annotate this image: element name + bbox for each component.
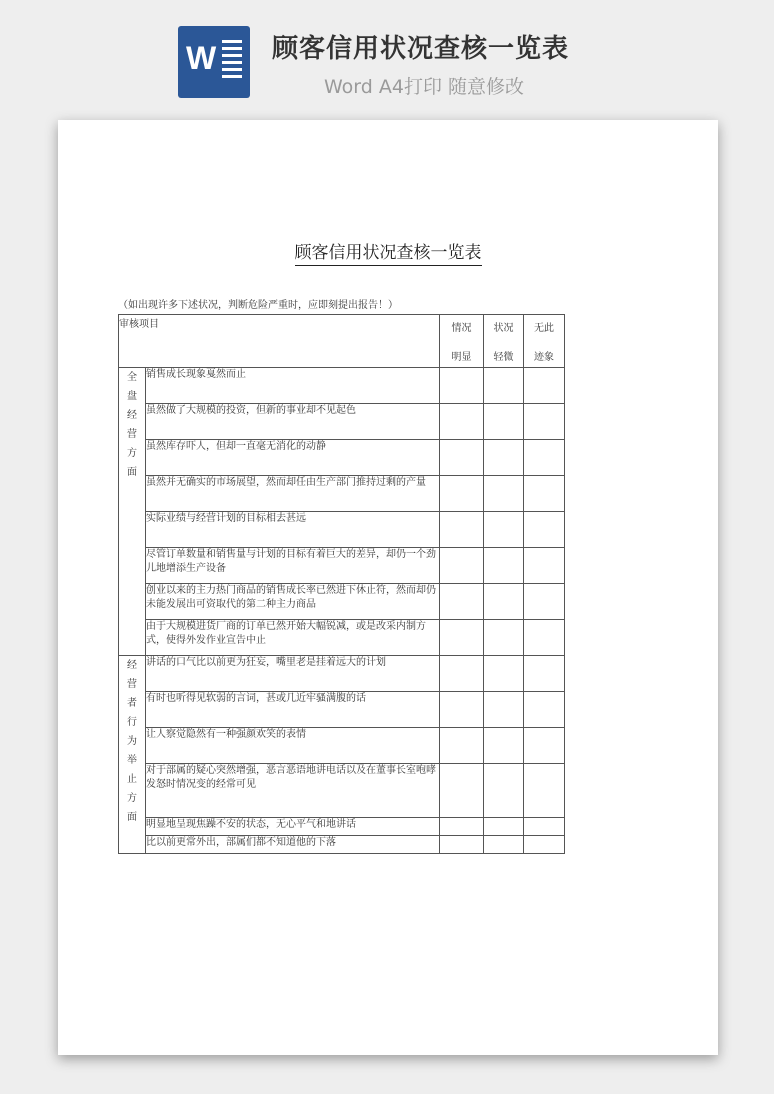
check-cell-obvious[interactable] [440, 404, 484, 440]
check-cell-slight[interactable] [484, 620, 524, 656]
check-cell-obvious[interactable] [440, 656, 484, 692]
item-text: 创业以来的主力热门商品的销售成长率已然进下休止符，然而却仍未能发展出可资取代的第二种主力商品 [146, 584, 440, 620]
check-cell-obvious[interactable] [440, 818, 484, 836]
item-text: 让人察觉隐然有一种强颜欢笑的表情 [146, 728, 440, 764]
item-text: 比以前更常外出，部属们都不知道他的下落 [146, 836, 440, 854]
word-icon-letter: W [186, 40, 217, 76]
table-row [119, 548, 565, 584]
check-cell-none[interactable] [524, 404, 565, 440]
header-audit-item: 审核项目 [119, 315, 440, 368]
item-text: 由于大规模进货厂商的订单已然开始大幅锐减，或是改采内制方式，使得外发作业宣告中止 [146, 620, 440, 656]
table-row [119, 764, 565, 818]
header-slight-bottom: 轻微 [493, 352, 514, 363]
check-table [118, 314, 565, 854]
check-cell-slight[interactable] [484, 512, 524, 548]
check-cell-none[interactable] [524, 836, 565, 854]
table-row [119, 818, 565, 836]
check-cell-obvious[interactable] [440, 620, 484, 656]
header-slight-top: 状况 [493, 323, 514, 334]
check-cell-none[interactable] [524, 620, 565, 656]
check-cell-obvious[interactable] [440, 512, 484, 548]
check-cell-slight[interactable] [484, 584, 524, 620]
item-text: 有时也听得见软弱的言词，甚或几近牢骚满腹的话 [146, 692, 440, 728]
check-cell-obvious[interactable] [440, 584, 484, 620]
check-cell-slight[interactable] [484, 692, 524, 728]
table-header-row [119, 315, 565, 368]
table-row [119, 728, 565, 764]
check-cell-obvious[interactable] [440, 476, 484, 512]
table-row [119, 404, 565, 440]
check-cell-slight[interactable] [484, 836, 524, 854]
item-text: 销售成长现象戛然而止 [146, 368, 440, 404]
check-cell-none[interactable] [524, 818, 565, 836]
table-row [119, 656, 565, 692]
table-row [119, 836, 565, 854]
check-cell-none[interactable] [524, 728, 565, 764]
header-obvious-top: 情况 [451, 323, 472, 334]
check-cell-obvious[interactable] [440, 548, 484, 584]
item-text: 虽然做了大规模的投资，但新的事业却不见起色 [146, 404, 440, 440]
item-text: 虽然库存吓人，但却一直毫无消化的动静 [146, 440, 440, 476]
item-text: 对于部属的疑心突然增强，恶言恶语地讲电话以及在董事长室咆哮发怒时情况变的经常可见 [146, 764, 440, 818]
item-text: 实际业绩与经营计划的目标相去甚远 [146, 512, 440, 548]
check-cell-slight[interactable] [484, 440, 524, 476]
header-none-top: 无此 [534, 323, 554, 334]
check-cell-none[interactable] [524, 476, 565, 512]
check-cell-none[interactable] [524, 656, 565, 692]
check-cell-obvious[interactable] [440, 836, 484, 854]
page-header [0, 0, 774, 110]
document-title-text: 顾客信用状况查核一览表 [295, 243, 482, 266]
table-row [119, 584, 565, 620]
table-row [119, 692, 565, 728]
check-cell-slight[interactable] [484, 548, 524, 584]
header-obvious [440, 315, 484, 368]
header-slight [484, 315, 524, 368]
item-text: 讲话的口气比以前更为狂妄，嘴里老是挂着远大的计划 [146, 656, 440, 692]
header-obvious-bottom: 明显 [451, 352, 472, 363]
table-row [119, 476, 565, 512]
header-none [524, 315, 565, 368]
item-text: 明显地呈现焦躁不安的状态，无心平气和地讲话 [146, 818, 440, 836]
check-cell-slight[interactable] [484, 764, 524, 818]
check-cell-none[interactable] [524, 764, 565, 818]
table-row [119, 512, 565, 548]
item-text: 虽然并无确实的市场展望，然而却任由生产部门推持过剩的产量 [146, 476, 440, 512]
item-text: 尽管订单数量和销售量与计划的目标有着巨大的差异，却仍一个劲儿地增添生产设备 [146, 548, 440, 584]
check-cell-slight[interactable] [484, 728, 524, 764]
check-cell-obvious[interactable] [440, 440, 484, 476]
check-cell-none[interactable] [524, 548, 565, 584]
word-icon [178, 26, 250, 98]
check-cell-obvious[interactable] [440, 728, 484, 764]
table-row [119, 368, 565, 404]
check-cell-slight[interactable] [484, 818, 524, 836]
check-cell-obvious[interactable] [440, 368, 484, 404]
header-subtitle: Word A4打印 随意修改 [324, 76, 525, 98]
check-cell-slight[interactable] [484, 368, 524, 404]
section-label-overall: 全 盘 经 营 方 面 [119, 368, 146, 656]
document-page [58, 120, 718, 1055]
check-cell-none[interactable] [524, 440, 565, 476]
check-cell-none[interactable] [524, 584, 565, 620]
check-cell-none[interactable] [524, 512, 565, 548]
table-row [119, 620, 565, 656]
header-title: 顾客信用状况查核一览表 [272, 34, 570, 64]
header-none-bottom: 迹象 [534, 352, 554, 363]
table-row [119, 440, 565, 476]
check-cell-slight[interactable] [484, 476, 524, 512]
check-cell-none[interactable] [524, 368, 565, 404]
check-cell-obvious[interactable] [440, 692, 484, 728]
check-cell-slight[interactable] [484, 656, 524, 692]
document-title [58, 238, 718, 263]
word-icon-lines [222, 40, 242, 82]
check-cell-obvious[interactable] [440, 764, 484, 818]
section-label-behavior: 经 营 者 行 为 举 止 方 面 [119, 656, 146, 854]
check-cell-none[interactable] [524, 692, 565, 728]
document-note: （如出现许多下述状况，判断危险严重时，应即刻提出报告！） [118, 300, 398, 311]
check-cell-slight[interactable] [484, 404, 524, 440]
